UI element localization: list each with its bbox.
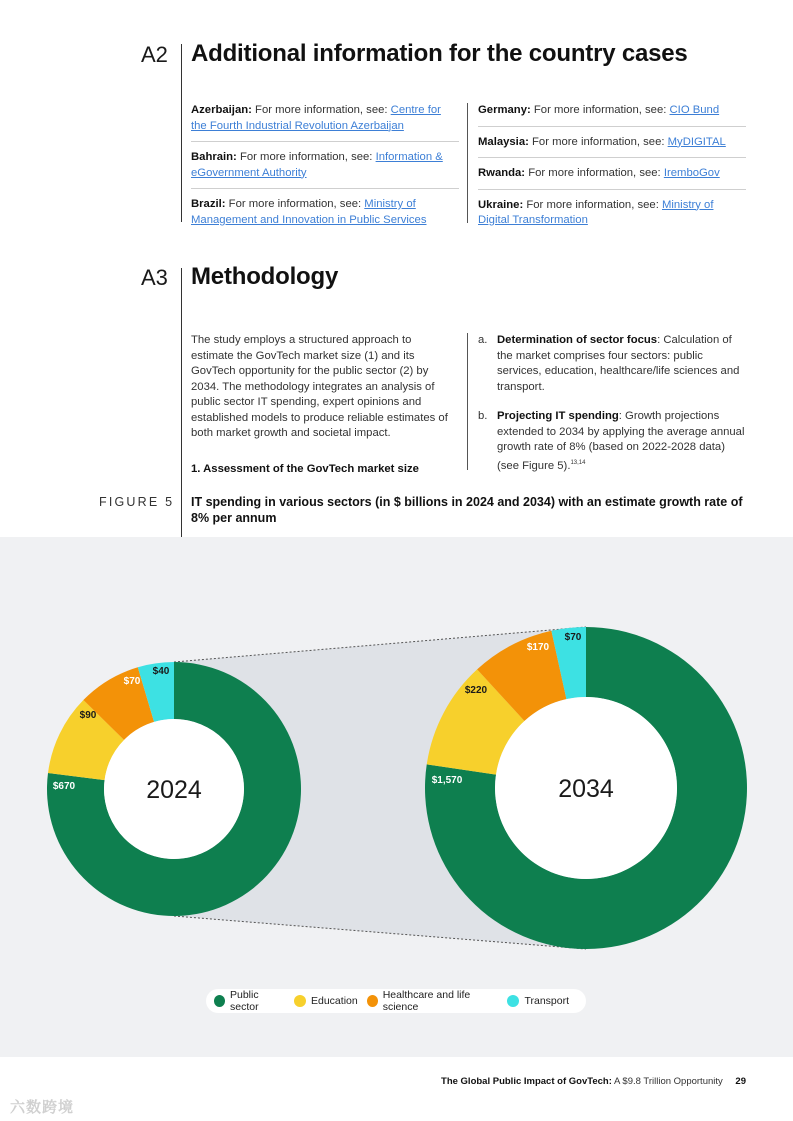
- donut-year-label: 2024: [146, 776, 202, 804]
- info-prefix: For more information, see:: [251, 104, 391, 116]
- country-case-item: [478, 166, 746, 190]
- methodology-list: [478, 333, 746, 488]
- info-prefix: For more information, see:: [236, 151, 376, 163]
- slice-value-label: $670: [52, 781, 76, 792]
- legend-label: Education: [311, 995, 358, 1007]
- list-marker: a.: [478, 334, 488, 346]
- country-name: Rwanda:: [478, 167, 526, 179]
- chart-legend: [206, 989, 586, 1013]
- column-divider: [467, 103, 468, 223]
- section-title: Methodology: [191, 263, 339, 290]
- slice-value-label: $40: [152, 666, 170, 677]
- legend-swatch-icon: [367, 995, 378, 1007]
- slice-value-label: $170: [526, 642, 550, 653]
- methodology-subheading: 1. Assessment of the GovTech market size: [191, 462, 419, 475]
- donut-chart: [0, 537, 793, 987]
- country-name: Azerbaijan:: [191, 104, 252, 116]
- country-case-item: [478, 135, 746, 159]
- country-info-link[interactable]: MyDIGITAL: [667, 135, 726, 148]
- legend-item: [214, 989, 285, 1013]
- country-case-item: [478, 103, 746, 127]
- list-heading: Projecting IT spending: [497, 410, 619, 422]
- page-footer: [441, 1076, 746, 1087]
- section-number: A2: [141, 42, 168, 67]
- country-case-item: [191, 150, 459, 189]
- legend-label: Healthcare and life science: [382, 989, 471, 1013]
- watermark-logo: 六数跨境: [10, 1099, 75, 1116]
- slice-value-label: $90: [79, 710, 97, 721]
- country-info-link[interactable]: Ministry of Management and Innovation in Public Services: [191, 198, 427, 226]
- legend-swatch-icon: [294, 995, 306, 1007]
- country-cases-right: [478, 103, 746, 236]
- donut-year-label: 2034: [558, 775, 614, 803]
- slice-value-label: $70: [564, 632, 582, 643]
- info-prefix: For more information, see:: [525, 167, 664, 179]
- section-title: Additional information for the country cases: [191, 40, 688, 67]
- list-text: [497, 333, 746, 395]
- section-number: A3: [141, 265, 168, 290]
- legend-label: Transport: [524, 995, 569, 1007]
- methodology-list-item: [478, 333, 746, 395]
- country-case-item: [191, 103, 459, 142]
- section-rule: [181, 44, 182, 222]
- info-prefix: For more information, see:: [530, 104, 670, 116]
- country-name: Malaysia:: [478, 135, 529, 148]
- column-divider: [467, 333, 468, 470]
- slice-value-label: $220: [464, 685, 488, 696]
- list-text: [497, 409, 746, 474]
- country-info-link[interactable]: CIO Bund: [669, 104, 720, 116]
- page-number: 29: [735, 1076, 746, 1087]
- figure-title: IT spending in various sectors (in $ billions in 2024 and 2034) with an estimate growth rate of 8% per annum: [191, 495, 743, 525]
- slice-value-label: $70: [123, 676, 141, 687]
- country-info-link[interactable]: Centre for the Fourth Industrial Revolution Azerbaijan: [191, 104, 441, 132]
- figure-label: FIGURE 5: [99, 495, 175, 509]
- list-marker: b.: [478, 410, 488, 422]
- country-name: Ukraine:: [478, 198, 524, 211]
- legend-label: Public sector: [229, 989, 259, 1013]
- footer-title: The Global Public Impact of GovTech:: [441, 1076, 612, 1087]
- country-name: Germany:: [478, 104, 531, 116]
- legend-swatch-icon: [214, 995, 225, 1007]
- legend-item: [367, 989, 499, 1013]
- legend-item: [294, 995, 358, 1007]
- legend-item: [507, 995, 569, 1007]
- slice-value-label: $1,570: [431, 775, 463, 786]
- list-body: : Calculation of the market comprises four sectors: public services, education, healthcare/life sciences and transport.: [497, 334, 740, 393]
- methodology-intro-column: [191, 333, 449, 477]
- section-rule: [181, 268, 182, 538]
- country-cases-left: [191, 103, 459, 235]
- footnote-ref: 13,14: [570, 459, 586, 466]
- methodology-list-item: [478, 409, 746, 474]
- country-info-link[interactable]: Ministry of Digital Transformation: [478, 198, 714, 226]
- methodology-intro: The study employs a structured approach to estimate the GovTech market size (1) and its GovTech opportunity for the public sector (2) by 2034. The methodology integrates an analysis of public sector IT spending, expert opinions and established models to produce reliable estimates of both market growth and societal impact.: [191, 334, 448, 439]
- country-info-link[interactable]: IremboGov: [663, 167, 720, 179]
- country-case-item: [478, 198, 746, 236]
- list-body: : Growth projections extended to 2034 by applying the average annual growth rate of 8% (based on 2022-2028 data) (see Figure 5).: [497, 410, 745, 472]
- footer-subtitle: A $9.8 Trillion Opportunity: [613, 1076, 723, 1087]
- country-info-link[interactable]: Information & eGovernment Authority: [191, 151, 443, 179]
- list-heading: Determination of sector focus: [497, 334, 658, 346]
- info-prefix: For more information, see:: [528, 135, 668, 148]
- info-prefix: For more information, see:: [225, 198, 365, 210]
- country-name: Bahrain:: [191, 151, 237, 163]
- legend-swatch-icon: [507, 995, 519, 1007]
- country-case-item: [191, 197, 459, 235]
- country-name: Brazil:: [191, 198, 226, 210]
- info-prefix: For more information, see:: [523, 198, 662, 211]
